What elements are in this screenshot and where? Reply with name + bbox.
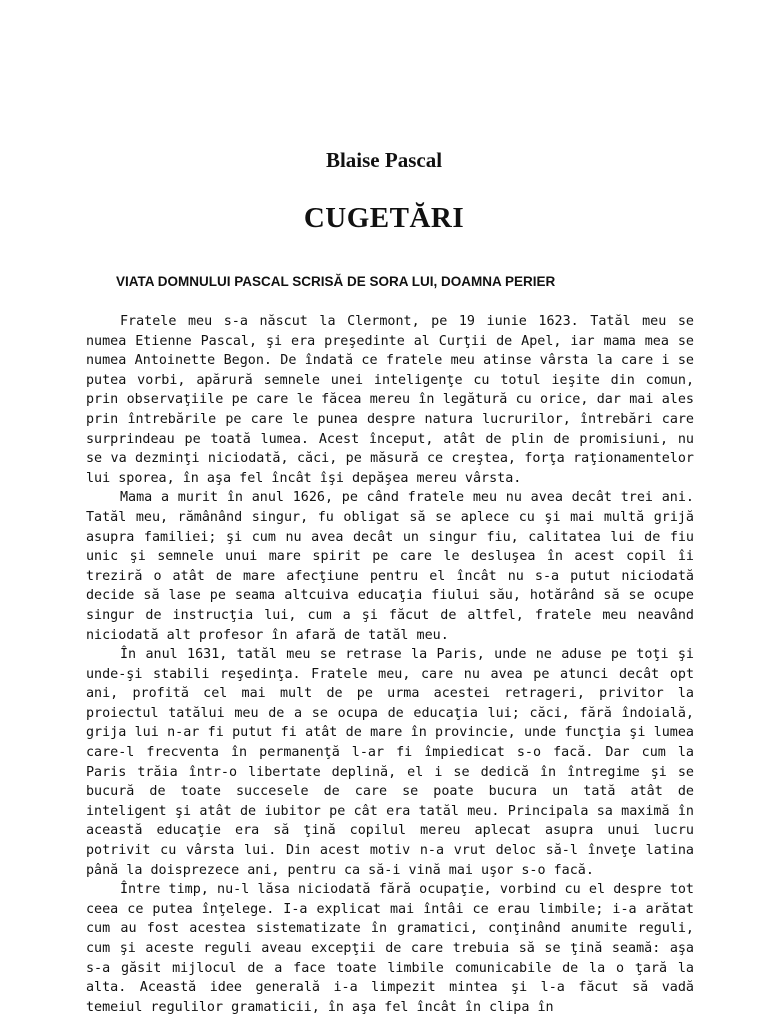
chapter-subtitle: VIATA DOMNULUI PASCAL SCRISĂ DE SORA LUI, DOAMNA PERIER	[116, 274, 556, 289]
paragraph: În anul 1631, tatăl meu se retrase la Paris, unde ne aduse pe toţi şi unde-şi stabili reşedinţa. Fratele meu, care nu avea pe atunci decât opt ani, profită cel mai mult de pe urma acestei retrageri, privitor la proiectul tatălui meu de a se ocupa de educaţia lui; căci, fără îndoială, grija lui n-ar fi putut fi atât de mare în provincie, unde funcţia şi lumea care-l frecventa în permanenţă l-ar fi împiedicat s-o facă. Dar cum la Paris trăia într-o libertate deplină, el i se dedică în întregime şi se bucură de toate succesele de care se poate bucura un tată atât de inteligent şi atât de iubitor pe cât era tatăl meu. Principala sa maximă în această educaţie era să ţină copilul mereu aplecat asupra unui lucru potrivit cu vârsta lui. Din acest motiv n-a vrut deloc să-l înveţe latina până la doisprezece ani, pentru ca să-i vină mai uşor s-o facă.	[86, 647, 694, 878]
paragraph: Între timp, nu-l lăsa niciodată fără ocupaţie, vorbind cu el despre tot ceea ce putea înţelege. I-a explicat mai întâi ce erau limbile; i-a arătat cum au fost acestea sistematizate în gramatici, conţinând anumite reguli, cum şi aceste reguli aveau excepţii de care trebuia să se ţină seamă: aşa s-a găsit mijlocul de a face toate limbile comunicabile de la o ţară la alta. Această idee generală i-a limpezit mintea şi l-a făcut să vadă temeiul regulilor gramaticii, în aşa fel încât în clipa în	[86, 882, 694, 1015]
book-title: CUGETĂRI	[303, 202, 465, 234]
paragraph: Mama a murit în anul 1626, pe când fratele meu nu avea decât trei ani. Tatăl meu, rămânând singur, fu obligat să se aplece cu şi mai multă grijă asupra familiei; şi cum nu avea decât un singur fiu, calitatea lui de fiu unic şi semnele unui mare spirit pe care le desluşea în acest copil îi treziră o atât de mare afecţiune pentru el încât nu s-a putut niciodată decide să lase pe seama altcuiva educaţia fiului său, hotărând să se ocupe singur de instrucţia lui, cum a şi făcut de altfel, fratele meu neavând niciodată alt profesor în afară de tatăl meu.	[86, 490, 694, 643]
author-name: Blaise Pascal	[325, 148, 443, 172]
body-text	[86, 312, 694, 1017]
paragraph: Fratele meu s-a născut la Clermont, pe 19 iunie 1623. Tatăl meu se numea Etienne Pascal, şi era preşedinte al Curţii de Apel, iar mama mea se numea Antoinette Begon. De îndată ce fratele meu atinse vârsta la care i se putea vorbi, apărură semnele unei inteligenţe cu totul ieşite din comun, prin observaţiile pe care le făcea mereu în legătură cu orice, dar mai ales prin întrebările pe care le punea despre natura lucrurilor, întrebări care surprindeau pe toată lumea. Acest început, atât de plin de promisiuni, nu se va dezminţi niciodată, căci, pe măsură ce creştea, forţa raţionamentelor lui sporea, în aşa fel încât îşi depăşea mereu vârsta.	[86, 314, 694, 486]
